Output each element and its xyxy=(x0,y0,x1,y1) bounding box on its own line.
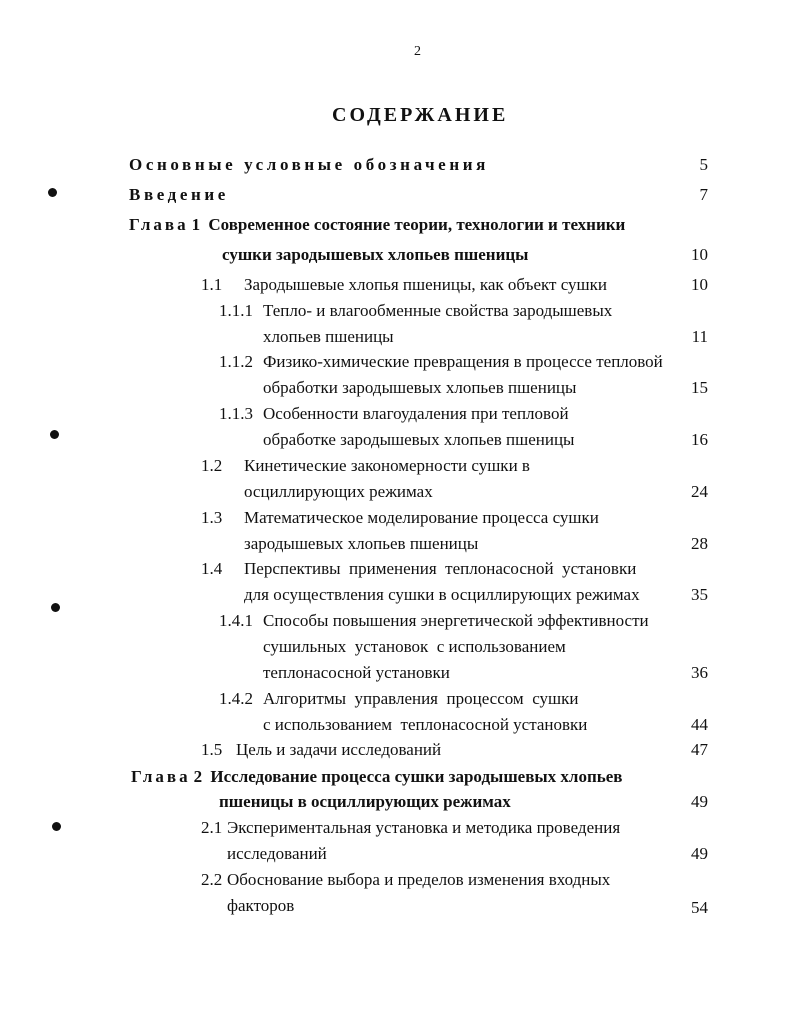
chapter-number: 2 xyxy=(193,767,203,786)
toc-entry-continuation: сушки зародышевых хлопьев пшеницы xyxy=(222,245,529,264)
toc-page-number: 5 xyxy=(699,155,708,174)
toc-entry-text: Зародышевые хлопья пшеницы, как объект сушки xyxy=(244,275,607,294)
toc-entry-continuation: пшеницы в осциллирующих режимах xyxy=(219,792,511,811)
toc-page-number: 36 xyxy=(691,663,708,682)
scan-artifact-dot xyxy=(52,822,61,831)
toc-entry-continuation: зародышевых хлопьев пшеницы xyxy=(244,534,479,553)
chapter-number: 1 xyxy=(191,215,201,234)
toc-entry-text: Исследование процесса сушки зародышевых хлопьев xyxy=(210,767,623,786)
toc-page-number: 16 xyxy=(691,430,708,449)
scan-artifact-dot xyxy=(48,188,57,197)
toc-entry-text: Современное состояние теории, технологии и техники xyxy=(208,215,626,234)
toc-section-number: 1.4.1 xyxy=(219,611,253,630)
toc-section-number: 2.2 xyxy=(201,870,223,889)
toc-page-number: 49 xyxy=(691,792,708,811)
toc-page-number: 35 xyxy=(691,585,708,604)
toc-page-number: 10 xyxy=(691,245,708,264)
toc-entry-text: Способы повышения энергетической эффективности xyxy=(263,611,649,630)
toc-entry-text: Алгоритмы управления процессом сушки xyxy=(263,689,579,708)
toc-page-number: 44 xyxy=(691,715,708,734)
toc-entry-text: Основные условные обозначения xyxy=(129,155,489,174)
chapter-prefix: Глава xyxy=(131,767,191,786)
toc-entry-text: Цель и задачи исследований xyxy=(236,740,442,759)
toc-page-number: 11 xyxy=(691,327,708,346)
toc-page-number: 10 xyxy=(691,275,708,294)
toc-section-number: 1.2 xyxy=(201,456,223,475)
toc-section-number: 1.4 xyxy=(201,559,223,578)
scan-artifact-dot xyxy=(51,603,60,612)
toc-section-number: 1.1.1 xyxy=(219,301,253,320)
toc-page-number: 24 xyxy=(691,482,708,501)
toc-page-number: 54 xyxy=(691,898,708,917)
toc-entry-text: Особенности влагоудаления при тепловой xyxy=(263,404,569,423)
toc-entry-continuation: для осуществления сушки в осциллирующих режимах xyxy=(244,585,640,604)
toc-entry-continuation: обработке зародышевых хлопьев пшеницы xyxy=(263,430,575,449)
toc-entry-text: Физико-химические превращения в процессе тепловой xyxy=(263,352,663,371)
toc-section-number: 1.1 xyxy=(201,275,223,294)
toc-entry-text: Перспективы применения теплонасосной установки xyxy=(244,559,637,578)
toc-entry-continuation: обработки зародышевых хлопьев пшеницы xyxy=(263,378,577,397)
toc-page-number: 7 xyxy=(699,185,708,204)
toc-entry-continuation: факторов xyxy=(227,896,295,915)
toc-entry-text: Введение xyxy=(129,185,229,204)
toc-entry-text: Обоснование выбора и пределов изменения входных xyxy=(227,870,611,889)
toc-entry-continuation: исследований xyxy=(227,844,327,863)
toc-section-number: 1.4.2 xyxy=(219,689,253,708)
toc-page-number: 15 xyxy=(691,378,708,397)
scan-artifact-dot xyxy=(50,430,59,439)
toc-entry-continuation: сушильных установок с использованием xyxy=(263,637,566,656)
toc-page-number: 28 xyxy=(691,534,708,553)
toc-page-number: 47 xyxy=(691,740,708,759)
toc-entry-continuation: теплонасосной установки xyxy=(263,663,450,682)
toc-section-number: 1.3 xyxy=(201,508,223,527)
toc-page-number: 49 xyxy=(691,844,708,863)
toc-entry-text: Тепло- и влагообменные свойства зародышевых xyxy=(263,301,613,320)
toc-entry-text: Экспериментальная установка и методика проведения xyxy=(227,818,621,837)
toc-entry-continuation: хлопьев пшеницы xyxy=(263,327,394,346)
toc-entry-text: Кинетические закономерности сушки в xyxy=(244,456,530,475)
page-title: СОДЕРЖАНИЕ xyxy=(332,104,509,126)
toc-chapter-heading xyxy=(129,215,625,235)
toc-section-number: 1.1.3 xyxy=(219,404,253,423)
chapter-prefix: Глава xyxy=(129,215,189,234)
page-number: 2 xyxy=(414,44,421,59)
toc-entry-text: Математическое моделирование процесса сушки xyxy=(244,508,599,527)
toc-entry-continuation: осциллирующих режимах xyxy=(244,482,433,501)
toc-chapter-heading xyxy=(131,767,622,787)
toc-section-number: 2.1 xyxy=(201,818,223,837)
toc-section-number: 1.1.2 xyxy=(219,352,253,371)
toc-entry-continuation: с использованием теплонасосной установки xyxy=(263,715,588,734)
toc-section-number: 1.5 xyxy=(201,740,223,759)
